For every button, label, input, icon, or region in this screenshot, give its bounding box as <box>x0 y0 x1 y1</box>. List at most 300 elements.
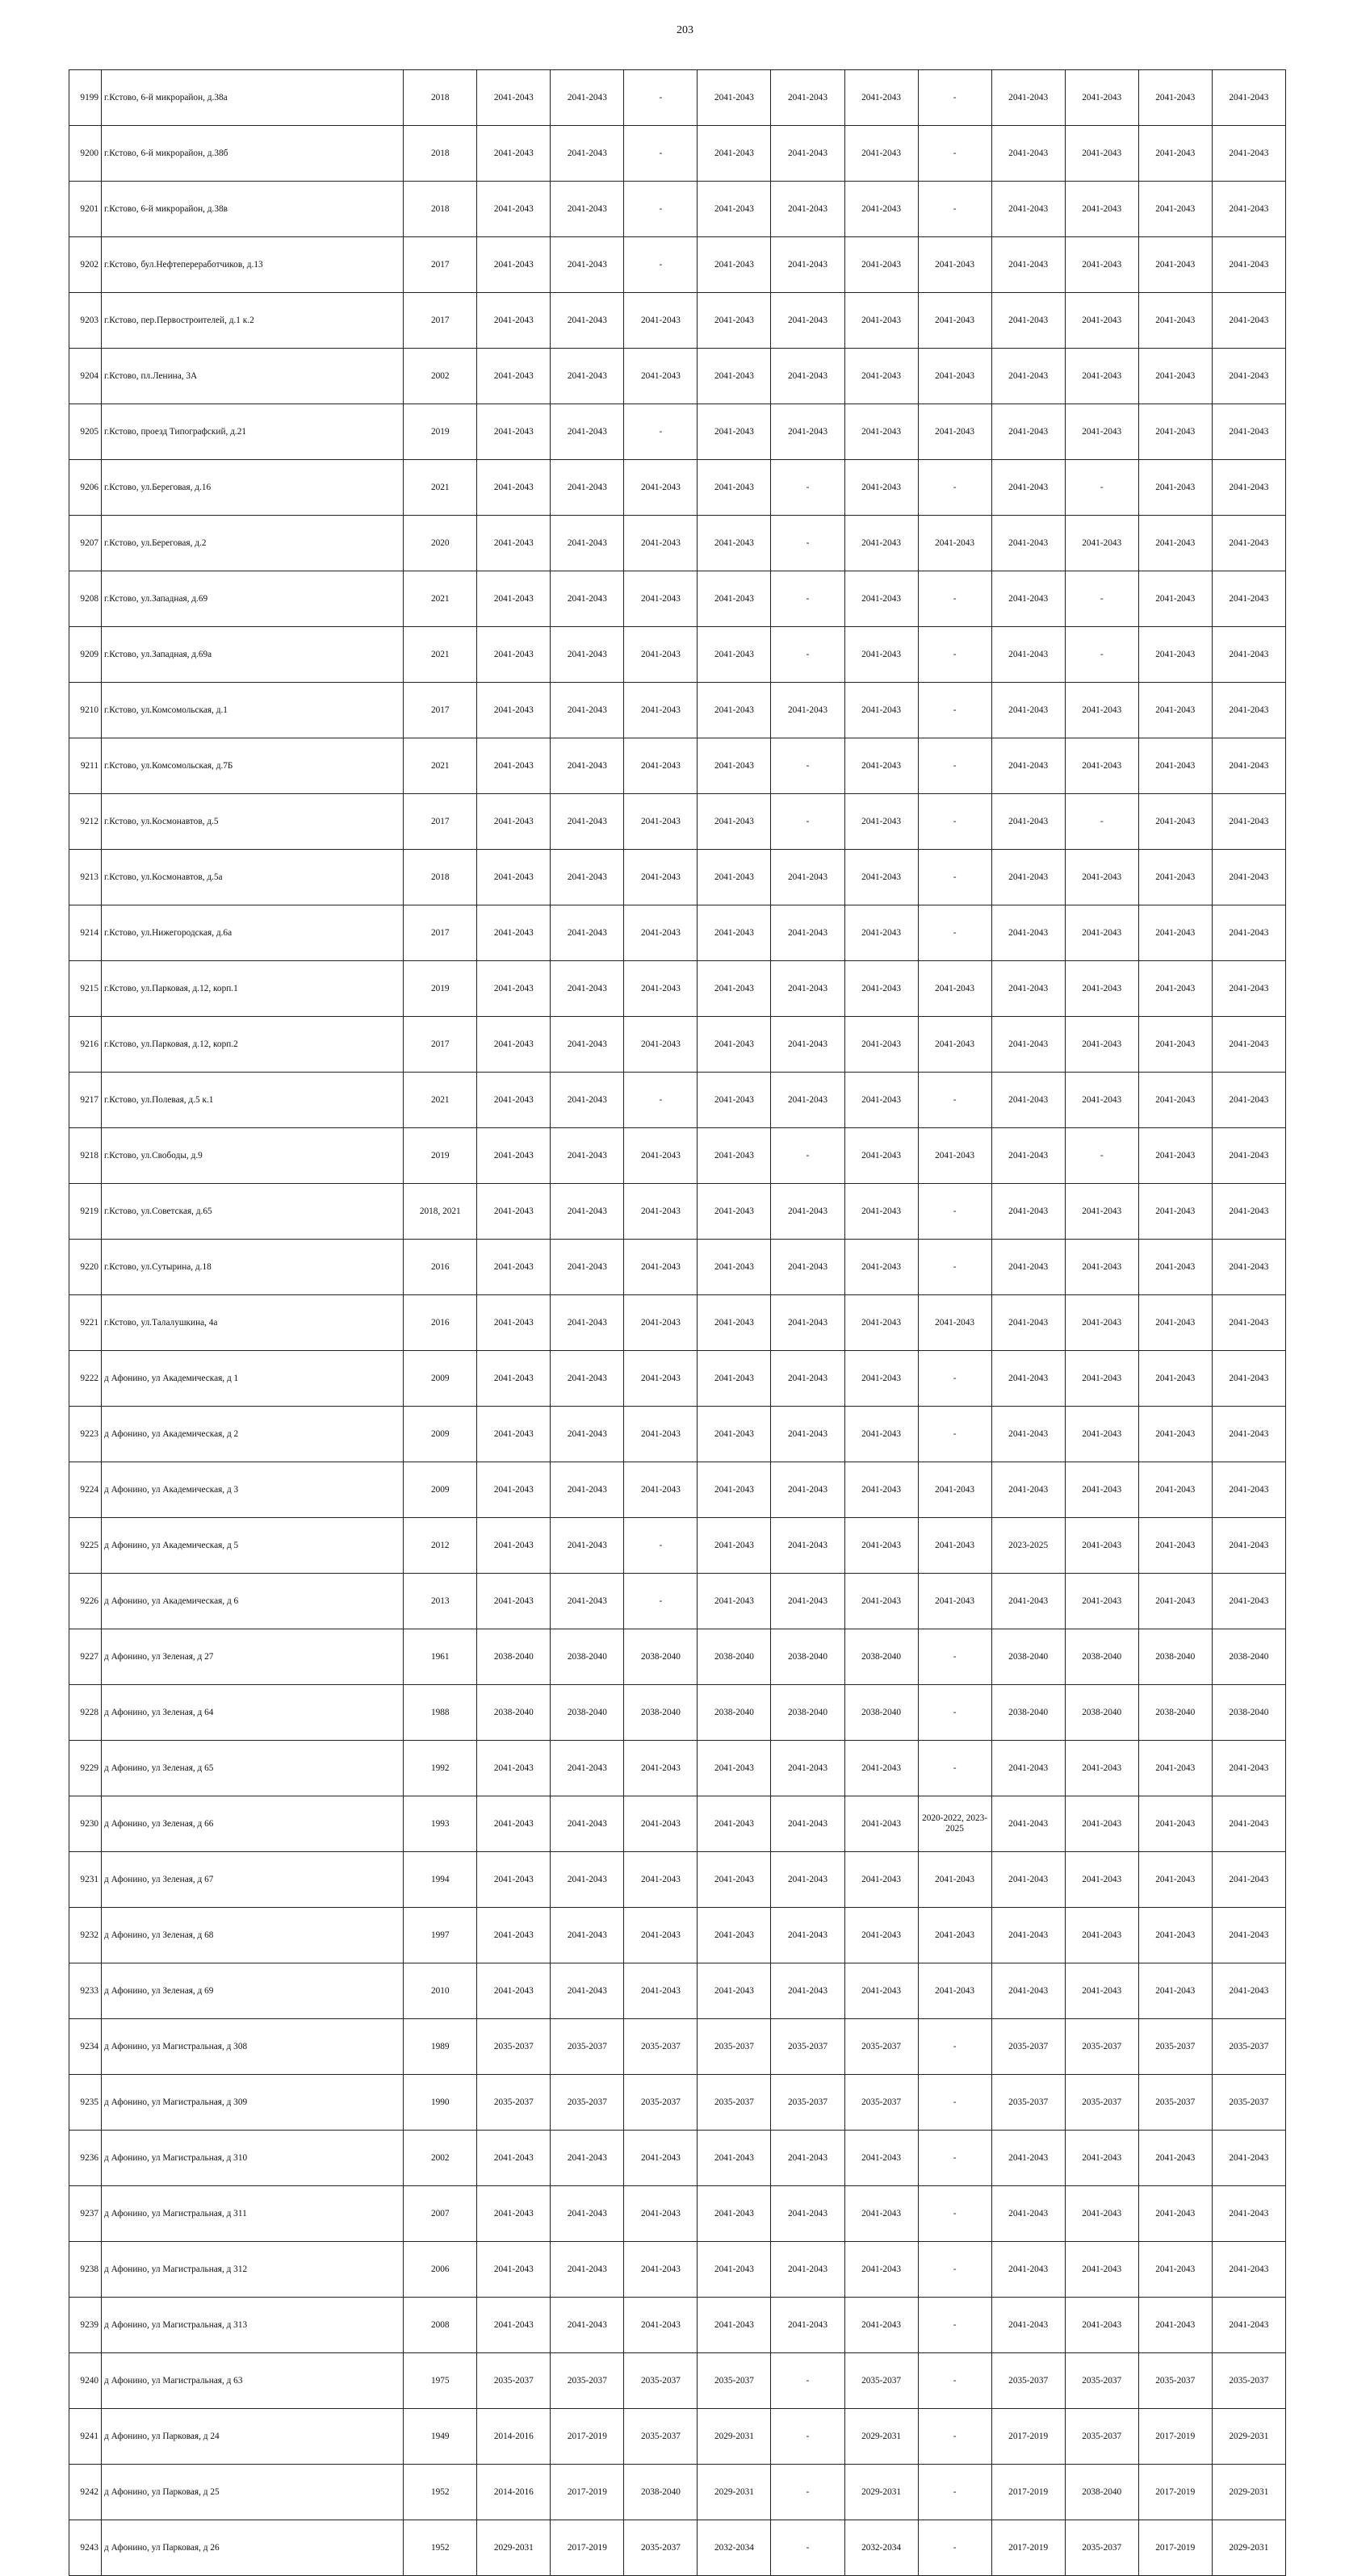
period-cell: 2041-2043 <box>771 70 844 126</box>
period-cell: - <box>624 126 698 182</box>
period-cell: 2041-2043 <box>551 627 624 683</box>
year-cell: 2018 <box>404 850 477 905</box>
period-cell: 2041-2043 <box>698 1518 771 1574</box>
row-number-cell: 9240 <box>69 2353 102 2409</box>
period-cell: 2041-2043 <box>477 2242 551 2298</box>
period-cell: 2038-2040 <box>1065 2465 1138 2520</box>
period-cell: 2041-2043 <box>624 2131 698 2186</box>
period-cell: 2041-2043 <box>477 1295 551 1351</box>
period-cell: - <box>918 2186 991 2242</box>
period-cell: 2035-2037 <box>1065 2520 1138 2576</box>
period-cell: 2041-2043 <box>698 1017 771 1073</box>
period-cell: 2041-2043 <box>551 1073 624 1128</box>
period-cell: 2041-2043 <box>1138 683 1212 738</box>
period-cell: 2041-2043 <box>1212 126 1285 182</box>
period-cell: 2041-2043 <box>624 905 698 961</box>
address-cell: г.Кстово, ул.Береговая, д.2 <box>102 516 404 571</box>
period-cell: 2041-2043 <box>918 237 991 293</box>
period-cell: 2041-2043 <box>624 1407 698 1462</box>
period-cell: 2041-2043 <box>1065 1908 1138 1963</box>
table-row <box>69 2075 1286 2131</box>
table-row <box>69 2019 1286 2075</box>
period-cell: - <box>918 2520 991 2576</box>
period-cell: - <box>918 2298 991 2353</box>
year-cell: 2016 <box>404 1295 477 1351</box>
row-number-cell: 9237 <box>69 2186 102 2242</box>
row-number-cell: 9199 <box>69 70 102 126</box>
period-cell: 2041-2043 <box>551 1796 624 1852</box>
period-cell: 2041-2043 <box>477 460 551 516</box>
period-cell: 2041-2043 <box>1065 237 1138 293</box>
period-cell: 2041-2043 <box>771 293 844 349</box>
period-cell: 2041-2043 <box>698 237 771 293</box>
address-cell: д Афонино, ул Магистральная, д 311 <box>102 2186 404 2242</box>
period-cell: - <box>624 237 698 293</box>
period-cell: 2041-2043 <box>698 460 771 516</box>
period-cell: 2041-2043 <box>698 683 771 738</box>
period-cell: 2041-2043 <box>918 1518 991 1574</box>
period-cell: 2041-2043 <box>918 1963 991 2019</box>
address-cell: д Афонино, ул Магистральная, д 308 <box>102 2019 404 2075</box>
period-cell: 2041-2043 <box>1138 627 1212 683</box>
period-cell: - <box>771 738 844 794</box>
table-row <box>69 738 1286 794</box>
period-cell: 2041-2043 <box>624 1295 698 1351</box>
period-cell: 2041-2043 <box>844 738 918 794</box>
period-cell: 2041-2043 <box>698 1351 771 1407</box>
period-cell: 2023-2025 <box>991 1518 1065 1574</box>
row-number-cell: 9241 <box>69 2409 102 2465</box>
period-cell: 2035-2037 <box>991 2075 1065 2131</box>
period-cell: 2041-2043 <box>624 683 698 738</box>
year-cell: 2017 <box>404 1017 477 1073</box>
period-cell: 2041-2043 <box>551 293 624 349</box>
period-cell: 2041-2043 <box>1138 850 1212 905</box>
period-cell: - <box>918 1741 991 1796</box>
period-cell: 2041-2043 <box>624 349 698 404</box>
period-cell: 2041-2043 <box>771 1796 844 1852</box>
period-cell: 2029-2031 <box>698 2409 771 2465</box>
period-cell: 2041-2043 <box>991 1407 1065 1462</box>
period-cell: - <box>918 905 991 961</box>
period-cell: 2041-2043 <box>477 404 551 460</box>
address-cell: г.Кстово, проезд Типографский, д.21 <box>102 404 404 460</box>
period-cell: 2041-2043 <box>698 349 771 404</box>
address-cell: д Афонино, ул Магистральная, д 309 <box>102 2075 404 2131</box>
row-number-cell: 9231 <box>69 1852 102 1908</box>
year-cell: 1975 <box>404 2353 477 2409</box>
period-cell: 2041-2043 <box>1138 1017 1212 1073</box>
period-cell: 2041-2043 <box>551 1852 624 1908</box>
period-cell: 2041-2043 <box>624 1908 698 1963</box>
row-number-cell: 9209 <box>69 627 102 683</box>
address-cell: г.Кстово, ул.Западная, д.69а <box>102 627 404 683</box>
page-number: 203 <box>677 24 693 36</box>
period-cell: 2041-2043 <box>1138 905 1212 961</box>
period-cell: 2041-2043 <box>1138 1908 1212 1963</box>
period-cell: 2041-2043 <box>771 1963 844 2019</box>
period-cell: 2029-2031 <box>1212 2465 1285 2520</box>
period-cell: 2041-2043 <box>844 70 918 126</box>
period-cell: 2041-2043 <box>844 2186 918 2242</box>
period-cell: 2041-2043 <box>991 2242 1065 2298</box>
period-cell: 2041-2043 <box>1138 70 1212 126</box>
period-cell: - <box>771 1128 844 1184</box>
period-cell: 2035-2037 <box>1212 2075 1285 2131</box>
period-cell: - <box>771 2520 844 2576</box>
period-cell: 2041-2043 <box>477 1017 551 1073</box>
period-cell: 2041-2043 <box>1138 794 1212 850</box>
period-cell: 2035-2037 <box>1138 2075 1212 2131</box>
row-number-cell: 9239 <box>69 2298 102 2353</box>
row-number-cell: 9229 <box>69 1741 102 1796</box>
period-cell: 2041-2043 <box>698 738 771 794</box>
address-cell: г.Кстово, ул.Береговая, д.16 <box>102 460 404 516</box>
period-cell: 2041-2043 <box>844 1574 918 1629</box>
year-cell: 2018 <box>404 70 477 126</box>
period-cell: 2038-2040 <box>698 1629 771 1685</box>
table-row <box>69 1852 1286 1908</box>
address-cell: г.Кстово, пер.Первостроителей, д.1 к.2 <box>102 293 404 349</box>
row-number-cell: 9222 <box>69 1351 102 1407</box>
period-cell: 2041-2043 <box>624 571 698 627</box>
period-cell: 2041-2043 <box>844 1407 918 1462</box>
period-cell: 2041-2043 <box>1138 404 1212 460</box>
period-cell: 2035-2037 <box>624 2019 698 2075</box>
row-number-cell: 9220 <box>69 1240 102 1295</box>
period-cell: 2041-2043 <box>551 850 624 905</box>
period-cell: 2041-2043 <box>1212 1963 1285 2019</box>
period-cell: 2035-2037 <box>844 2353 918 2409</box>
table-row <box>69 237 1286 293</box>
period-cell: 2041-2043 <box>1138 1073 1212 1128</box>
table-row <box>69 126 1286 182</box>
period-cell: 2038-2040 <box>551 1629 624 1685</box>
period-cell: - <box>918 1240 991 1295</box>
year-cell: 2017 <box>404 293 477 349</box>
period-cell: 2038-2040 <box>1065 1685 1138 1741</box>
period-cell: 2041-2043 <box>698 293 771 349</box>
period-cell: 2041-2043 <box>844 516 918 571</box>
period-cell: 2041-2043 <box>1065 1240 1138 1295</box>
period-cell: 2041-2043 <box>1138 1128 1212 1184</box>
period-cell: 2041-2043 <box>771 2298 844 2353</box>
period-cell: 2041-2043 <box>551 516 624 571</box>
period-cell: 2041-2043 <box>1138 1462 1212 1518</box>
period-cell: 2041-2043 <box>918 293 991 349</box>
period-cell: 2041-2043 <box>1212 794 1285 850</box>
period-cell: - <box>918 1407 991 1462</box>
period-cell: 2041-2043 <box>698 1574 771 1629</box>
period-cell: 2041-2043 <box>1212 1741 1285 1796</box>
period-cell: 2038-2040 <box>1138 1629 1212 1685</box>
period-cell: 2041-2043 <box>551 1407 624 1462</box>
period-cell: 2035-2037 <box>991 2353 1065 2409</box>
period-cell: 2038-2040 <box>477 1685 551 1741</box>
row-number-cell: 9215 <box>69 961 102 1017</box>
period-cell: 2041-2043 <box>844 1240 918 1295</box>
period-cell: 2041-2043 <box>1065 1518 1138 1574</box>
table-row <box>69 2409 1286 2465</box>
period-cell: - <box>1065 627 1138 683</box>
period-cell: 2041-2043 <box>1065 905 1138 961</box>
period-cell: 2029-2031 <box>1212 2520 1285 2576</box>
period-cell: 2041-2043 <box>991 1908 1065 1963</box>
period-cell: 2041-2043 <box>551 2186 624 2242</box>
period-cell: 2041-2043 <box>477 571 551 627</box>
row-number-cell: 9227 <box>69 1629 102 1685</box>
table-row <box>69 349 1286 404</box>
period-cell: 2038-2040 <box>1212 1685 1285 1741</box>
period-cell: 2041-2043 <box>1065 850 1138 905</box>
period-cell: 2041-2043 <box>624 516 698 571</box>
period-cell: 2041-2043 <box>1138 571 1212 627</box>
address-cell: д Афонино, ул Магистральная, д 63 <box>102 2353 404 2409</box>
period-cell: 2041-2043 <box>477 1240 551 1295</box>
table-row <box>69 1518 1286 1574</box>
period-cell: 2041-2043 <box>844 237 918 293</box>
period-cell: 2041-2043 <box>624 627 698 683</box>
period-cell: 2035-2037 <box>1065 2353 1138 2409</box>
period-cell: 2041-2043 <box>1138 1518 1212 1574</box>
table-row <box>69 905 1286 961</box>
year-cell: 2018 <box>404 126 477 182</box>
period-cell: 2041-2043 <box>1065 404 1138 460</box>
period-cell: 2041-2043 <box>624 2242 698 2298</box>
period-cell: 2041-2043 <box>551 237 624 293</box>
period-cell: 2041-2043 <box>991 627 1065 683</box>
period-cell: 2041-2043 <box>698 571 771 627</box>
period-cell: 2041-2043 <box>624 1017 698 1073</box>
period-cell: 2041-2043 <box>1138 182 1212 237</box>
period-cell: - <box>624 404 698 460</box>
row-number-cell: 9219 <box>69 1184 102 1240</box>
period-cell: 2041-2043 <box>1138 1963 1212 2019</box>
year-cell: 2017 <box>404 683 477 738</box>
period-cell: 2035-2037 <box>551 2019 624 2075</box>
period-cell: 2041-2043 <box>624 1796 698 1852</box>
period-cell: 2041-2043 <box>844 1518 918 1574</box>
table-row <box>69 2465 1286 2520</box>
period-cell: 2017-2019 <box>551 2520 624 2576</box>
period-cell: 2041-2043 <box>844 1462 918 1518</box>
period-cell: 2041-2043 <box>477 516 551 571</box>
period-cell: 2041-2043 <box>1212 1574 1285 1629</box>
period-cell: 2041-2043 <box>551 905 624 961</box>
period-cell: 2041-2043 <box>918 1128 991 1184</box>
period-cell: 2041-2043 <box>1212 1351 1285 1407</box>
period-cell: 2041-2043 <box>551 683 624 738</box>
year-cell: 2002 <box>404 2131 477 2186</box>
period-cell: 2041-2043 <box>1065 1741 1138 1796</box>
period-cell: 2041-2043 <box>991 2298 1065 2353</box>
period-cell: - <box>918 2465 991 2520</box>
period-cell: 2041-2043 <box>771 1908 844 1963</box>
period-cell: 2041-2043 <box>477 961 551 1017</box>
period-cell: 2041-2043 <box>771 1073 844 1128</box>
period-cell: 2035-2037 <box>624 2520 698 2576</box>
period-cell: 2041-2043 <box>991 404 1065 460</box>
table-row <box>69 1295 1286 1351</box>
period-cell: 2038-2040 <box>624 2465 698 2520</box>
period-cell: 2038-2040 <box>771 1629 844 1685</box>
year-cell: 2018 <box>404 182 477 237</box>
period-cell: 2041-2043 <box>551 738 624 794</box>
period-cell: 2041-2043 <box>918 404 991 460</box>
period-cell: 2041-2043 <box>991 237 1065 293</box>
table-row <box>69 293 1286 349</box>
table-row <box>69 1908 1286 1963</box>
period-cell: 2038-2040 <box>551 1685 624 1741</box>
period-cell: - <box>624 1518 698 1574</box>
period-cell: - <box>918 2075 991 2131</box>
year-cell: 1997 <box>404 1908 477 1963</box>
row-number-cell: 9230 <box>69 1796 102 1852</box>
period-cell: 2038-2040 <box>698 1685 771 1741</box>
table-row <box>69 2353 1286 2409</box>
period-cell: 2041-2043 <box>844 1963 918 2019</box>
period-cell: 2041-2043 <box>1138 1574 1212 1629</box>
period-cell: 2041-2043 <box>698 182 771 237</box>
address-cell: д Афонино, ул Парковая, д 26 <box>102 2520 404 2576</box>
row-number-cell: 9210 <box>69 683 102 738</box>
period-cell: 2041-2043 <box>1065 2298 1138 2353</box>
period-cell: 2041-2043 <box>698 70 771 126</box>
period-cell: 2017-2019 <box>991 2409 1065 2465</box>
table-row <box>69 1574 1286 1629</box>
period-cell: 2041-2043 <box>551 794 624 850</box>
row-number-cell: 9216 <box>69 1017 102 1073</box>
table-row <box>69 182 1286 237</box>
row-number-cell: 9226 <box>69 1574 102 1629</box>
period-cell: 2041-2043 <box>844 2298 918 2353</box>
period-cell: - <box>918 1073 991 1128</box>
year-cell: 2008 <box>404 2298 477 2353</box>
period-cell: 2041-2043 <box>771 1462 844 1518</box>
period-cell: 2041-2043 <box>991 182 1065 237</box>
period-cell: 2041-2043 <box>1065 182 1138 237</box>
period-cell: 2035-2037 <box>771 2075 844 2131</box>
period-cell: 2041-2043 <box>1138 1741 1212 1796</box>
period-cell: 2041-2043 <box>551 961 624 1017</box>
period-cell: 2041-2043 <box>1065 1073 1138 1128</box>
period-cell: 2041-2043 <box>991 2186 1065 2242</box>
period-cell: 2041-2043 <box>1212 683 1285 738</box>
period-cell: - <box>918 2019 991 2075</box>
period-cell: 2041-2043 <box>844 1908 918 1963</box>
period-cell: 2041-2043 <box>551 460 624 516</box>
address-cell: г.Кстово, ул.Космонавтов, д.5а <box>102 850 404 905</box>
period-cell: 2017-2019 <box>551 2409 624 2465</box>
address-cell: г.Кстово, пл.Ленина, 3А <box>102 349 404 404</box>
table-row <box>69 1073 1286 1128</box>
period-cell: 2041-2043 <box>551 349 624 404</box>
row-number-cell: 9218 <box>69 1128 102 1184</box>
period-cell: 2029-2031 <box>844 2465 918 2520</box>
period-cell: - <box>918 2242 991 2298</box>
year-cell: 2017 <box>404 905 477 961</box>
address-cell: д Афонино, ул Зеленая, д 67 <box>102 1852 404 1908</box>
period-cell: 2041-2043 <box>771 1351 844 1407</box>
period-cell: - <box>918 2353 991 2409</box>
year-cell: 2002 <box>404 349 477 404</box>
address-cell: г.Кстово, 6-й микрорайон, д.38б <box>102 126 404 182</box>
period-cell: 2041-2043 <box>918 1462 991 1518</box>
period-cell: 2041-2043 <box>477 1574 551 1629</box>
row-number-cell: 9201 <box>69 182 102 237</box>
period-cell: 2041-2043 <box>991 460 1065 516</box>
period-cell: 2041-2043 <box>844 349 918 404</box>
period-cell: 2041-2043 <box>698 1073 771 1128</box>
period-cell: 2041-2043 <box>991 905 1065 961</box>
row-number-cell: 9223 <box>69 1407 102 1462</box>
address-cell: г.Кстово, ул.Полевая, д.5 к.1 <box>102 1073 404 1128</box>
address-cell: д Афонино, ул Академическая, д 1 <box>102 1351 404 1407</box>
table-row <box>69 2131 1286 2186</box>
period-cell: 2041-2043 <box>771 1852 844 1908</box>
period-cell: 2041-2043 <box>771 2242 844 2298</box>
period-cell: 2041-2043 <box>698 2298 771 2353</box>
period-cell: 2014-2016 <box>477 2409 551 2465</box>
period-cell: 2041-2043 <box>1212 1908 1285 1963</box>
period-cell: 2041-2043 <box>918 349 991 404</box>
address-cell: д Афонино, ул Зеленая, д 27 <box>102 1629 404 1685</box>
period-cell: 2014-2016 <box>477 2465 551 2520</box>
period-cell: 2035-2037 <box>624 2353 698 2409</box>
period-cell: 2029-2031 <box>477 2520 551 2576</box>
year-cell: 1952 <box>404 2465 477 2520</box>
year-cell: 1949 <box>404 2409 477 2465</box>
period-cell: 2035-2037 <box>477 2019 551 2075</box>
table-row <box>69 516 1286 571</box>
period-cell: 2041-2043 <box>1065 1351 1138 1407</box>
period-cell: 2041-2043 <box>991 293 1065 349</box>
period-cell: 2041-2043 <box>844 571 918 627</box>
table-row <box>69 1796 1286 1852</box>
period-cell: 2041-2043 <box>991 961 1065 1017</box>
period-cell: 2041-2043 <box>624 1351 698 1407</box>
period-cell: 2041-2043 <box>1138 2186 1212 2242</box>
year-cell: 1961 <box>404 1629 477 1685</box>
row-number-cell: 9211 <box>69 738 102 794</box>
period-cell: - <box>918 850 991 905</box>
table-row <box>69 1017 1286 1073</box>
period-cell: 2041-2043 <box>771 1574 844 1629</box>
period-cell: 2041-2043 <box>477 1128 551 1184</box>
address-cell: г.Кстово, 6-й микрорайон, д.38в <box>102 182 404 237</box>
year-cell: 1988 <box>404 1685 477 1741</box>
period-cell: 2041-2043 <box>698 1741 771 1796</box>
period-cell: 2017-2019 <box>1138 2520 1212 2576</box>
period-cell: 2041-2043 <box>1212 1462 1285 1518</box>
data-table <box>69 69 1286 2576</box>
period-cell: 2041-2043 <box>551 2131 624 2186</box>
period-cell: 2041-2043 <box>477 1462 551 1518</box>
address-cell: д Афонино, ул Магистральная, д 313 <box>102 2298 404 2353</box>
period-cell: 2038-2040 <box>477 1629 551 1685</box>
period-cell: 2038-2040 <box>991 1629 1065 1685</box>
period-cell: 2041-2043 <box>1065 1574 1138 1629</box>
period-cell: 2041-2043 <box>1065 1295 1138 1351</box>
period-cell: 2038-2040 <box>1065 1629 1138 1685</box>
address-cell: г.Кстово, ул.Сутырина, д.18 <box>102 1240 404 1295</box>
period-cell: 2041-2043 <box>551 182 624 237</box>
period-cell: 2041-2043 <box>991 1184 1065 1240</box>
year-cell: 2009 <box>404 1351 477 1407</box>
period-cell: - <box>771 516 844 571</box>
period-cell: 2041-2043 <box>624 2186 698 2242</box>
period-cell: 2041-2043 <box>771 961 844 1017</box>
